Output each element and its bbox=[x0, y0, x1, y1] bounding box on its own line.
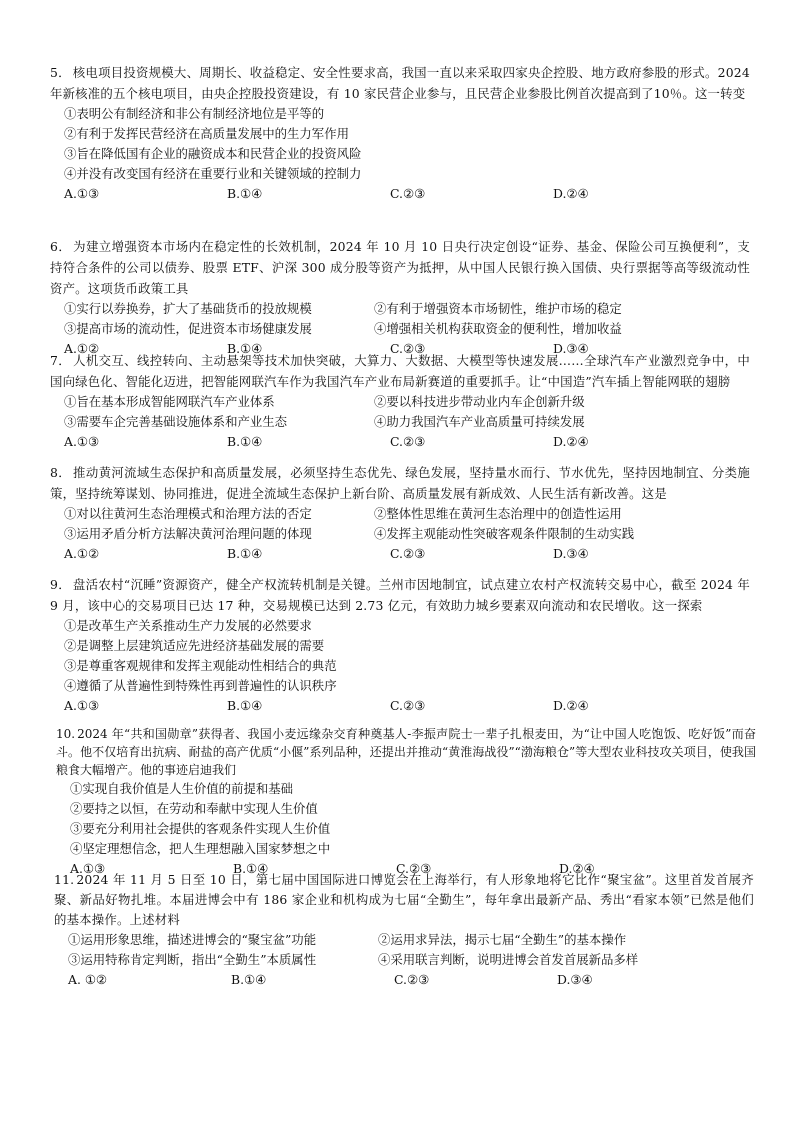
option-2: ②运用求异法，揭示七届“全勤生”的基本操作 bbox=[378, 932, 627, 947]
answer-c[interactable]: C.②③ bbox=[390, 546, 426, 561]
answer-choices bbox=[64, 696, 750, 716]
question-text: 2024 年 11 月 5 日至 10 日，第七届中国国际进口博览会在上海举行，有人形象地将它比作“聚宝盆”。这里首发首展齐聚、新品好物扎堆。本届进博会中有 186 家企业和机构成为七届“全勤生”，每年拿出最新产品、秀出“看家本领”已然是他们的基本操作。上述材料 bbox=[54, 872, 754, 927]
answer-choices bbox=[64, 432, 750, 452]
option-row bbox=[64, 504, 750, 524]
option-row bbox=[68, 930, 754, 950]
option-3: ③提高市场的流动性，促进资本市场健康发展 bbox=[64, 321, 312, 336]
question-7 bbox=[50, 350, 750, 452]
question-number: 5． bbox=[50, 65, 71, 80]
option-3: ③运用矛盾分析方法解决黄河治理问题的体现 bbox=[64, 526, 312, 541]
option-1: ①实现自我价值是人生价值的前提和基础 bbox=[70, 781, 294, 796]
question-text: 2024 年“共和国勋章”获得者、我国小麦远缘杂交育种奠基人-李振声院士一辈子扎根麦田，为“让中国人吃饱饭、吃好饭”而奋斗。他不仅培育出抗病、耐盐的高产优质“小偃”系列品种，还提出并推动“黄淮海战役”“渤海粮仓”等大型农业科技攻关项目，使我国粮食大幅增产。他的事迹启迪我们 bbox=[56, 727, 756, 777]
question-stem bbox=[50, 574, 750, 616]
question-11 bbox=[54, 870, 754, 990]
answer-b[interactable]: B.①④ bbox=[227, 434, 263, 449]
option-1: ①是改革生产关系推动生产力发展的必然要求 bbox=[64, 618, 312, 633]
question-9 bbox=[50, 574, 750, 716]
answer-d[interactable]: D.③④ bbox=[553, 341, 589, 356]
option-4: ④遵循了从普遍性到特殊性再到普遍性的认识秩序 bbox=[64, 678, 337, 693]
question-5 bbox=[50, 62, 750, 204]
option-1: ①运用形象思维，描述进博会的“聚宝盆”功能 bbox=[68, 932, 317, 947]
question-number: 10. bbox=[56, 727, 76, 741]
answer-d[interactable]: D.②④ bbox=[559, 861, 595, 876]
question-stem bbox=[56, 725, 756, 779]
question-stem bbox=[50, 462, 750, 504]
option-4: ④并没有改变国有经济在重要行业和关键领域的控制力 bbox=[64, 166, 362, 181]
option-4: ④采用联言判断，说明进博会首发首展新品多样 bbox=[378, 952, 639, 967]
question-text: 推动黄河流域生态保护和高质量发展，必须坚持生态优先、绿色发展，坚持量水而行、节水优先，坚持因地制宜、分类施策，坚持统筹谋划、协同推进，促进全流域生态保护上新台阶、高质量发展有新成效、人民生活有新改善。这是 bbox=[50, 465, 750, 501]
option-1: ①实行以券换券，扩大了基础货币的投放规模 bbox=[64, 301, 312, 316]
option-4: ④助力我国汽车产业高质量可持续发展 bbox=[374, 414, 585, 429]
question-text: 核电项目投资规模大、周期长、收益稳定、安全性要求高，我国一直以来采取四家央企控股、地方政府参股的形式。2024 年新核准的五个核电项目，由央企控股投资建设，有 10 家民营企业参与，且民营企业参股比例首次提高到了10％。这一转变 bbox=[50, 65, 750, 101]
question-text: 为建立增强资本市场内在稳定性的长效机制，2024 年 10 月 10 日央行决定创设“证券、基金、保险公司互换便利”，支持符合条件的公司以债券、股票 ETF、沪深 300 成分股等资产为抵押，从中国人民银行换入国债、央行票据等高等级流动性资产。这项货币政策工具 bbox=[50, 239, 750, 296]
answer-a[interactable]: A.①③ bbox=[64, 186, 100, 201]
answer-choices bbox=[68, 970, 754, 990]
answer-d[interactable]: D.②④ bbox=[553, 698, 589, 713]
option-row bbox=[64, 524, 750, 544]
answer-d[interactable]: D.②④ bbox=[553, 186, 589, 201]
option-2: ②要以科技进步带动业内车企创新升级 bbox=[374, 394, 585, 409]
option-1: ①对以往黄河生态治理模式和治理方法的否定 bbox=[64, 506, 312, 521]
option-4: ④坚定理想信念，把人生理想融入国家梦想之中 bbox=[70, 841, 331, 856]
answer-c[interactable]: C.②③ bbox=[396, 861, 432, 876]
question-number: 7． bbox=[50, 353, 72, 368]
answer-b[interactable]: B.①④ bbox=[227, 546, 263, 561]
question-stem bbox=[54, 870, 754, 930]
question-text: 人机交互、线控转向、主动悬架等技术加快突破，大算力、大数据、大模型等快速发展……全球汽车产业激烈竞争中，中国向绿色化、智能化迈进，把智能网联汽车作为我国汽车产业布局新赛道的重要抓手。让“中国造”汽车插上智能网联的翅膀 bbox=[50, 353, 750, 389]
answer-b[interactable]: B.①④ bbox=[231, 972, 267, 987]
option-2: ②整体性思维在黄河生态治理中的创造性运用 bbox=[374, 506, 622, 521]
question-number: 8． bbox=[50, 465, 72, 480]
answer-d[interactable]: D.②④ bbox=[553, 434, 589, 449]
option-4: ④发挥主观能动性突破客观条件限制的生动实践 bbox=[374, 526, 635, 541]
answer-c[interactable]: C.②③ bbox=[390, 341, 426, 356]
answer-b[interactable]: B.①④ bbox=[227, 341, 263, 356]
question-text: 盘活农村“沉睡”资源资产，健全产权流转机制是关键。兰州市因地制宜，试点建立农村产权流转交易中心，截至 2024 年 9 月，该中心的交易项目已达 17 种，交易规模已达到 2.73 亿元，有效助力城乡要素双向流动和农民增收。这一探索 bbox=[50, 577, 750, 613]
answer-a[interactable]: A.①③ bbox=[64, 698, 100, 713]
answer-b[interactable]: B.①④ bbox=[227, 698, 263, 713]
answer-a[interactable]: A. ①② bbox=[68, 972, 108, 987]
option-2: ②有利于发挥民营经济在高质量发展中的生力军作用 bbox=[64, 126, 349, 141]
option-1: ①旨在基本形成智能网联汽车产业体系 bbox=[64, 394, 275, 409]
option-row bbox=[64, 392, 750, 412]
answer-d[interactable]: D.③④ bbox=[557, 972, 593, 987]
question-10 bbox=[56, 725, 756, 879]
answer-c[interactable]: C.②③ bbox=[390, 434, 426, 449]
question-stem bbox=[50, 350, 750, 392]
option-2: ②有利于增强资本市场韧性，维护市场的稳定 bbox=[374, 301, 622, 316]
question-6 bbox=[50, 236, 750, 359]
option-row bbox=[68, 950, 754, 970]
option-3: ③要充分利用社会提供的客观条件实现人生价值 bbox=[70, 821, 331, 836]
question-number: 11. bbox=[54, 872, 75, 887]
answer-a[interactable]: A.①② bbox=[64, 341, 100, 356]
option-4: ④增强相关机构获取资金的便利性，增加收益 bbox=[374, 321, 622, 336]
option-row bbox=[64, 412, 750, 432]
option-1: ①表明公有制经济和非公有制经济地位是平等的 bbox=[64, 106, 325, 121]
answer-choices bbox=[64, 544, 750, 564]
option-2: ②要持之以恒，在劳动和奉献中实现人生价值 bbox=[70, 801, 318, 816]
answer-a[interactable]: A.①② bbox=[64, 546, 100, 561]
answer-b[interactable]: B.①④ bbox=[233, 861, 269, 876]
answer-a[interactable]: A.①③ bbox=[70, 861, 106, 876]
question-stem bbox=[50, 236, 750, 299]
question-number: 9． bbox=[50, 577, 71, 592]
answer-c[interactable]: C.②③ bbox=[390, 698, 426, 713]
option-3: ③运用特称肯定判断，指出“全勤生”本质属性 bbox=[68, 952, 317, 967]
answer-c[interactable]: C.②③ bbox=[394, 972, 430, 987]
answer-b[interactable]: B.①④ bbox=[227, 186, 263, 201]
answer-d[interactable]: D.③④ bbox=[553, 546, 589, 561]
answer-c[interactable]: C.②③ bbox=[390, 186, 426, 201]
option-3: ③是尊重客观规律和发挥主观能动性相结合的典范 bbox=[64, 658, 337, 673]
question-stem bbox=[50, 62, 750, 104]
question-8 bbox=[50, 462, 750, 564]
option-3: ③旨在降低国有企业的融资成本和民营企业的投资风险 bbox=[64, 146, 362, 161]
answer-a[interactable]: A.①③ bbox=[64, 434, 100, 449]
option-2: ②是调整上层建筑适应先进经济基础发展的需要 bbox=[64, 638, 325, 653]
option-row bbox=[64, 299, 750, 319]
question-number: 6． bbox=[50, 239, 72, 254]
option-3: ③需要车企完善基础设施体系和产业生态 bbox=[64, 414, 288, 429]
option-row bbox=[64, 319, 750, 339]
answer-choices bbox=[64, 184, 750, 204]
